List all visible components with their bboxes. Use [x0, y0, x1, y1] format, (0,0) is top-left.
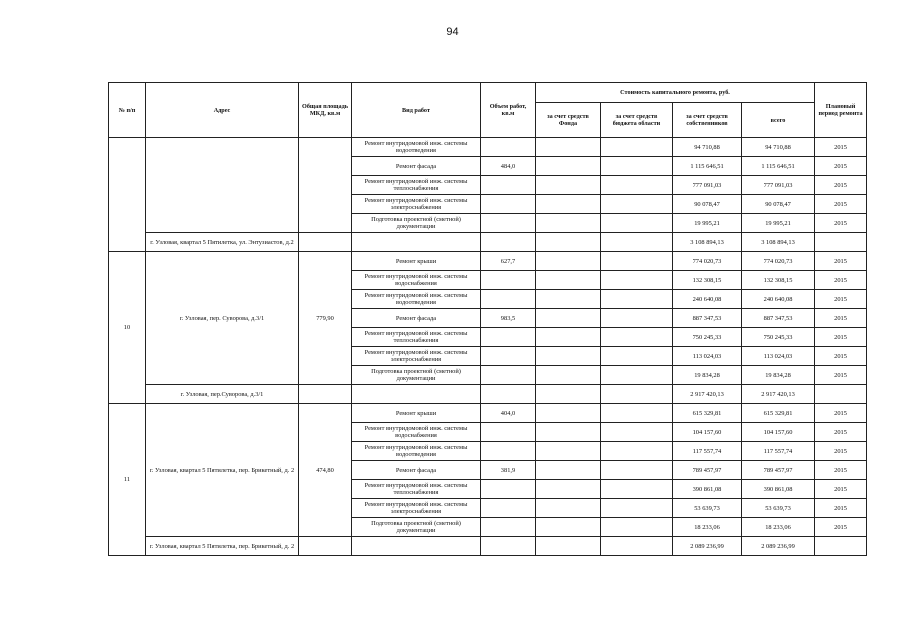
total-cell: 887 347,53 — [742, 309, 815, 328]
work-type-cell: Ремонт внутридомовой инж. системы электроснабжения — [352, 195, 481, 214]
row-number: 10 — [109, 252, 146, 404]
fund-cell — [536, 423, 601, 442]
period-cell: 2015 — [815, 442, 867, 461]
period-cell: 2015 — [815, 499, 867, 518]
work-type-cell: Ремонт внутридомовой инж. системы водоснабжения — [352, 423, 481, 442]
fund-cell — [536, 404, 601, 423]
work-type-cell: Ремонт внутридомовой инж. системы теплоснабжения — [352, 480, 481, 499]
period-cell: 2015 — [815, 252, 867, 271]
subtotal-total-cell: 2 917 420,13 — [742, 385, 815, 404]
period-cell: 2015 — [815, 138, 867, 157]
period-cell: 2015 — [815, 290, 867, 309]
volume-cell — [481, 138, 536, 157]
header-fund: за счет средств Фонда — [536, 103, 601, 138]
subtotal-total-cell: 2 089 236,99 — [742, 537, 815, 556]
subtotal-fund-cell — [536, 385, 601, 404]
fund-cell — [536, 518, 601, 537]
fund-cell — [536, 176, 601, 195]
row-number: 11 — [109, 404, 146, 556]
volume-cell — [481, 347, 536, 366]
budget-cell — [601, 480, 673, 499]
period-cell: 2015 — [815, 347, 867, 366]
fund-cell — [536, 195, 601, 214]
period-cell: 2015 — [815, 309, 867, 328]
owners-cell: 390 861,08 — [673, 480, 742, 499]
budget-cell — [601, 309, 673, 328]
owners-cell: 750 245,33 — [673, 328, 742, 347]
owners-cell: 132 308,15 — [673, 271, 742, 290]
owners-cell: 19 834,28 — [673, 366, 742, 385]
volume-cell: 381,9 — [481, 461, 536, 480]
work-type-cell: Ремонт внутридомовой инж. системы водоснабжения — [352, 271, 481, 290]
owners-cell: 117 557,74 — [673, 442, 742, 461]
work-type-cell: Подготовка проектной (сметной) документации — [352, 518, 481, 537]
header-owners: за счет средств собственников — [673, 103, 742, 138]
row-number — [109, 138, 146, 252]
header-address: Адрес — [146, 83, 299, 138]
fund-cell — [536, 499, 601, 518]
budget-cell — [601, 138, 673, 157]
budget-cell — [601, 518, 673, 537]
volume-cell — [481, 271, 536, 290]
volume-cell — [481, 176, 536, 195]
subtotal-area-cell — [299, 385, 352, 404]
work-type-cell: Ремонт внутридомовой инж. системы водоотведения — [352, 442, 481, 461]
work-type-cell: Ремонт фасада — [352, 157, 481, 176]
budget-cell — [601, 290, 673, 309]
subtotal-owners-cell: 2 089 236,99 — [673, 537, 742, 556]
subtotal-period-cell — [815, 385, 867, 404]
total-cell: 19 995,21 — [742, 214, 815, 233]
work-type-cell: Ремонт внутридомовой инж. системы электроснабжения — [352, 499, 481, 518]
total-cell: 132 308,15 — [742, 271, 815, 290]
period-cell: 2015 — [815, 328, 867, 347]
volume-cell: 404,0 — [481, 404, 536, 423]
table-row — [109, 138, 867, 157]
header-volume: Объем работ, кв.м — [481, 83, 536, 138]
subtotal-period-cell — [815, 233, 867, 252]
work-type-cell: Ремонт крыши — [352, 404, 481, 423]
fund-cell — [536, 442, 601, 461]
owners-cell: 1 115 646,51 — [673, 157, 742, 176]
owners-cell: 615 329,81 — [673, 404, 742, 423]
owners-cell: 53 639,73 — [673, 499, 742, 518]
volume-cell — [481, 480, 536, 499]
owners-cell: 19 995,21 — [673, 214, 742, 233]
fund-cell — [536, 328, 601, 347]
owners-cell: 90 078,47 — [673, 195, 742, 214]
owners-cell: 18 233,06 — [673, 518, 742, 537]
volume-cell — [481, 366, 536, 385]
table-row — [109, 252, 867, 271]
subtotal-work-cell — [352, 233, 481, 252]
total-cell: 777 091,03 — [742, 176, 815, 195]
volume-cell: 627,7 — [481, 252, 536, 271]
owners-cell: 789 457,97 — [673, 461, 742, 480]
area-cell: 474,80 — [299, 404, 352, 537]
work-type-cell: Ремонт крыши — [352, 252, 481, 271]
header-period: Плановый период ремонта — [815, 83, 867, 138]
budget-cell — [601, 366, 673, 385]
subtotal-area-cell — [299, 537, 352, 556]
total-cell: 90 078,47 — [742, 195, 815, 214]
address-cell: г. Узловая, пер. Суворова, д.3/1 — [146, 252, 299, 385]
page-number: 94 — [446, 26, 459, 38]
work-type-cell: Подготовка проектной (сметной) документации — [352, 366, 481, 385]
volume-cell — [481, 290, 536, 309]
budget-cell — [601, 461, 673, 480]
subtotal-period-cell — [815, 537, 867, 556]
volume-cell — [481, 518, 536, 537]
subtotal-work-cell — [352, 385, 481, 404]
volume-cell — [481, 442, 536, 461]
fund-cell — [536, 214, 601, 233]
work-type-cell: Подготовка проектной (сметной) документации — [352, 214, 481, 233]
work-type-cell: Ремонт фасада — [352, 461, 481, 480]
period-cell: 2015 — [815, 366, 867, 385]
subtotal-row — [109, 385, 867, 404]
work-type-cell: Ремонт внутридомовой инж. системы теплоснабжения — [352, 176, 481, 195]
subtotal-address-cell: г. Узловая, квартал 5 Пятилетка, ул. Энтузиастов, д.2 — [146, 233, 299, 252]
budget-cell — [601, 328, 673, 347]
period-cell: 2015 — [815, 176, 867, 195]
volume-cell: 983,5 — [481, 309, 536, 328]
fund-cell — [536, 138, 601, 157]
volume-cell — [481, 214, 536, 233]
header-budget: за счет средств бюджета области — [601, 103, 673, 138]
budget-cell — [601, 404, 673, 423]
header-area: Общая площадь МКД, кв.м — [299, 83, 352, 138]
subtotal-fund-cell — [536, 537, 601, 556]
area-cell — [299, 138, 352, 233]
total-cell: 390 861,08 — [742, 480, 815, 499]
total-cell: 104 157,60 — [742, 423, 815, 442]
address-cell: г. Узловая, квартал 5 Пятилетка, пер. Брикетный, д. 2 — [146, 404, 299, 537]
owners-cell: 774 020,73 — [673, 252, 742, 271]
owners-cell: 113 024,03 — [673, 347, 742, 366]
budget-cell — [601, 442, 673, 461]
fund-cell — [536, 271, 601, 290]
owners-cell: 887 347,53 — [673, 309, 742, 328]
volume-cell — [481, 499, 536, 518]
total-cell: 53 639,73 — [742, 499, 815, 518]
subtotal-volume-cell — [481, 537, 536, 556]
period-cell: 2015 — [815, 518, 867, 537]
period-cell: 2015 — [815, 157, 867, 176]
work-type-cell: Ремонт внутридомовой инж. системы электроснабжения — [352, 347, 481, 366]
work-type-cell: Ремонт фасада — [352, 309, 481, 328]
fund-cell — [536, 461, 601, 480]
budget-cell — [601, 423, 673, 442]
subtotal-total-cell: 3 108 894,13 — [742, 233, 815, 252]
subtotal-budget-cell — [601, 233, 673, 252]
volume-cell: 484,0 — [481, 157, 536, 176]
total-cell: 774 020,73 — [742, 252, 815, 271]
budget-cell — [601, 499, 673, 518]
volume-cell — [481, 195, 536, 214]
fund-cell — [536, 347, 601, 366]
budget-cell — [601, 347, 673, 366]
subtotal-area-cell — [299, 233, 352, 252]
subtotal-fund-cell — [536, 233, 601, 252]
repair-cost-table — [108, 82, 867, 556]
fund-cell — [536, 366, 601, 385]
subtotal-budget-cell — [601, 537, 673, 556]
period-cell: 2015 — [815, 480, 867, 499]
total-cell: 240 640,08 — [742, 290, 815, 309]
subtotal-volume-cell — [481, 233, 536, 252]
period-cell: 2015 — [815, 404, 867, 423]
fund-cell — [536, 309, 601, 328]
owners-cell: 777 091,03 — [673, 176, 742, 195]
period-cell: 2015 — [815, 461, 867, 480]
budget-cell — [601, 176, 673, 195]
work-type-cell: Ремонт внутридомовой инж. системы водоотведения — [352, 138, 481, 157]
address-cell — [146, 138, 299, 233]
header-cost-group: Стоимость капитального ремонта, руб. — [536, 83, 815, 103]
budget-cell — [601, 195, 673, 214]
fund-cell — [536, 290, 601, 309]
total-cell: 615 329,81 — [742, 404, 815, 423]
total-cell: 750 245,33 — [742, 328, 815, 347]
subtotal-volume-cell — [481, 385, 536, 404]
total-cell: 94 710,88 — [742, 138, 815, 157]
total-cell: 789 457,97 — [742, 461, 815, 480]
period-cell: 2015 — [815, 195, 867, 214]
owners-cell: 94 710,88 — [673, 138, 742, 157]
owners-cell: 104 157,60 — [673, 423, 742, 442]
total-cell: 1 115 646,51 — [742, 157, 815, 176]
fund-cell — [536, 252, 601, 271]
total-cell: 18 233,06 — [742, 518, 815, 537]
budget-cell — [601, 271, 673, 290]
budget-cell — [601, 214, 673, 233]
owners-cell: 240 640,08 — [673, 290, 742, 309]
fund-cell — [536, 480, 601, 499]
period-cell: 2015 — [815, 271, 867, 290]
table-row — [109, 404, 867, 423]
area-cell: 779,90 — [299, 252, 352, 385]
header-work-type: Вид работ — [352, 83, 481, 138]
budget-cell — [601, 252, 673, 271]
period-cell: 2015 — [815, 214, 867, 233]
subtotal-budget-cell — [601, 385, 673, 404]
volume-cell — [481, 328, 536, 347]
subtotal-work-cell — [352, 537, 481, 556]
work-type-cell: Ремонт внутридомовой инж. системы водоотведения — [352, 290, 481, 309]
period-cell: 2015 — [815, 423, 867, 442]
total-cell: 19 834,28 — [742, 366, 815, 385]
table-header — [109, 83, 867, 138]
header-total: всего — [742, 103, 815, 138]
work-type-cell: Ремонт внутридомовой инж. системы теплоснабжения — [352, 328, 481, 347]
budget-cell — [601, 157, 673, 176]
total-cell: 113 024,03 — [742, 347, 815, 366]
subtotal-address-cell: г. Узловая, пер.Суворова, д.3/1 — [146, 385, 299, 404]
total-cell: 117 557,74 — [742, 442, 815, 461]
subtotal-owners-cell: 2 917 420,13 — [673, 385, 742, 404]
subtotal-row — [109, 233, 867, 252]
table-body — [109, 138, 867, 556]
subtotal-owners-cell: 3 108 894,13 — [673, 233, 742, 252]
volume-cell — [481, 423, 536, 442]
subtotal-address-cell: г. Узловая, квартал 5 Пятилетка, пер. Брикетный, д. 2 — [146, 537, 299, 556]
header-num: № п/п — [109, 83, 146, 138]
subtotal-row — [109, 537, 867, 556]
fund-cell — [536, 157, 601, 176]
